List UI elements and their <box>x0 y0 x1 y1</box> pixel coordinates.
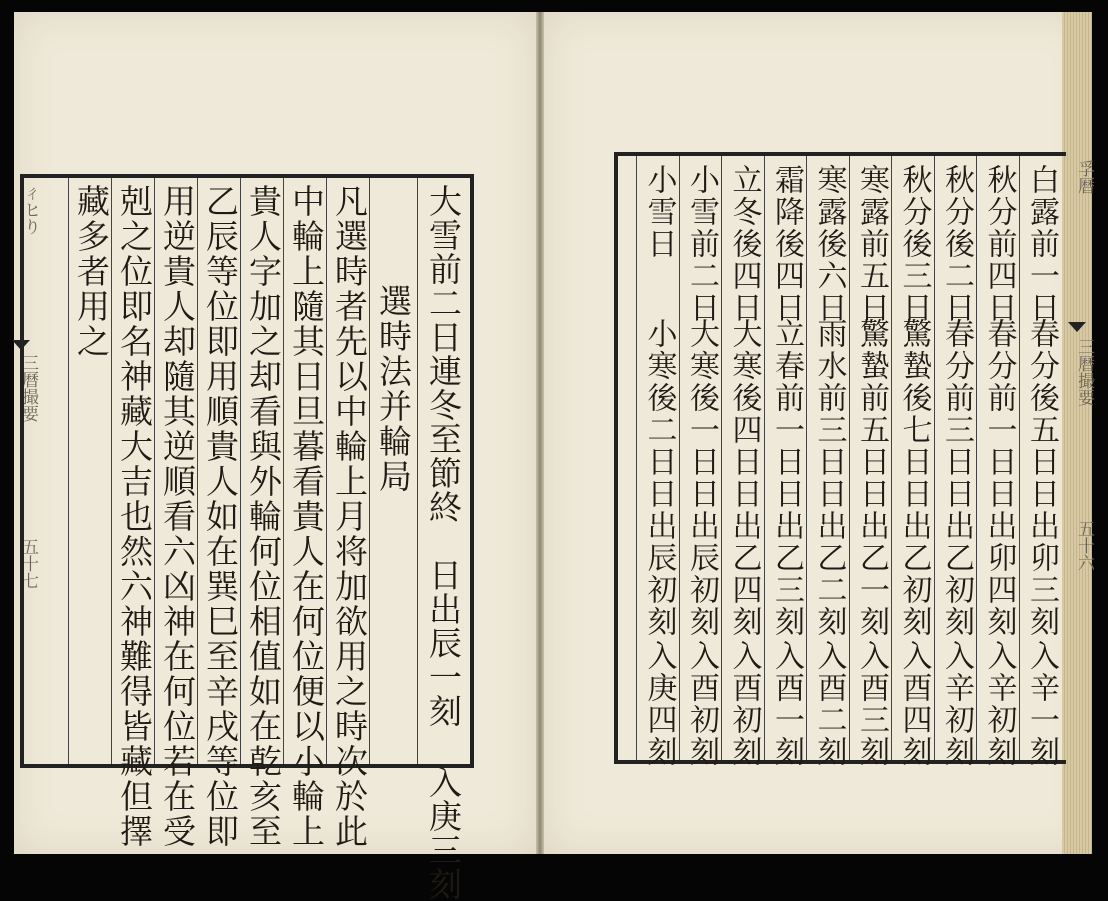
table-cell-pair: 春分前三日 <box>939 318 974 478</box>
table-cell-sunset: 入酉初刻 <box>726 640 762 768</box>
table-cell-pair: 立春前一日 <box>769 318 804 478</box>
body-line-2: 中輪上隨其日旦暮看貴人在何位便以小輪上 <box>287 184 326 849</box>
table-column <box>680 156 723 768</box>
table-cell-term: 白露前一日 <box>1024 164 1059 324</box>
heading-sunrise: 日出辰一刻 <box>424 557 463 728</box>
table-cell-sunrise: 日出乙四刻 <box>726 478 762 638</box>
book-gutter <box>536 12 544 854</box>
table-cell-sunset: 入辛一刻 <box>1024 640 1059 768</box>
table-cell-sunrise: 日出辰初刻 <box>684 478 719 638</box>
body-line-6: 剋之位即名神藏大吉也然六神難得皆藏但擇 <box>115 184 154 849</box>
table-cell-sunset: 入辛初刻 <box>981 640 1017 768</box>
table-cell-sunrise: 日出乙一刻 <box>854 478 889 638</box>
table-cell-sunrise: 日出乙初刻 <box>939 478 974 638</box>
table-cell-pair: 大寒後一日 <box>684 318 719 478</box>
table-column <box>765 156 808 768</box>
table-cell-sunset: 入酉初刻 <box>684 640 719 768</box>
table-column <box>1020 156 1063 768</box>
table-cell-pair: 驚蟄前五日 <box>854 318 889 478</box>
fishtail-mark-right <box>1068 322 1086 332</box>
table-column <box>977 156 1020 768</box>
column-rule <box>636 156 637 760</box>
table-cell-sunrise: 日出卯四刻 <box>981 478 1017 638</box>
table-column <box>935 156 978 768</box>
table-cell-term: 寒露前五日 <box>854 164 889 324</box>
table-cell-sunrise: 日出乙二刻 <box>811 478 847 638</box>
table-cell-sunset: 入酉二刻 <box>811 640 847 768</box>
table-cell-sunset: 入酉四刻 <box>896 640 932 768</box>
left-margin-book-title: 三曆撮要 <box>18 354 38 422</box>
table-cell-sunrise: 日出卯三刻 <box>1024 478 1059 638</box>
table-cell-sunrise: 日出辰初刻 <box>641 478 677 638</box>
table-cell-term: 小雪日 <box>641 164 677 260</box>
table-column <box>892 156 935 768</box>
table-cell-term: 秋分後三日 <box>896 164 932 324</box>
right-margin-page-number: 五十六 <box>1074 520 1094 571</box>
body-line-4: 乙辰等位即用順貴人如在巽巳至辛戌等位即 <box>201 184 240 849</box>
table-cell-pair: 雨水前三日 <box>811 318 847 478</box>
table-cell-term: 寒露後六日 <box>811 164 847 324</box>
body-line-1: 凡選時者先以中輪上月将加欲用之時次於此 <box>330 184 369 849</box>
table-cell-sunrise: 日出乙初刻 <box>896 478 932 638</box>
solar-term-table <box>614 152 1066 768</box>
table-cell-sunset: 入酉一刻 <box>769 640 804 768</box>
left-margin-top-mark: ㄔヒり <box>20 184 40 235</box>
table-cell-term: 霜降後四日 <box>769 164 804 324</box>
table-cell-pair: 小寒後二日 <box>641 318 677 478</box>
right-margin-book-title: 三曆撮要 <box>1074 338 1094 406</box>
table-column <box>637 156 680 768</box>
body-line-7: 藏多者用之 <box>72 184 111 359</box>
section-title: 選時法并輪局 <box>374 284 413 494</box>
table-cell-pair: 大寒後四日 <box>726 318 762 478</box>
table-cell-pair: 驚蟄後七日 <box>896 318 932 478</box>
table-column <box>807 156 850 768</box>
body-line-5: 用逆貴人却隨其逆順看六凶神在何位若在受 <box>158 184 197 849</box>
left-text-frame <box>20 174 474 901</box>
table-cell-sunset: 入辛初刻 <box>939 640 974 768</box>
table-cell-pair: 春分後五日 <box>1024 318 1059 478</box>
table-cell-term: 小雪前二日 <box>684 164 719 324</box>
table-column <box>850 156 893 768</box>
table-cell-term: 秋分前四日 <box>981 164 1017 324</box>
heading-column <box>424 178 463 901</box>
page-edge <box>1062 12 1092 854</box>
left-margin-page-number: 五十七 <box>18 538 38 589</box>
table-cell-term: 秋分後二日 <box>939 164 974 324</box>
table-cell-sunset: 入庚四刻 <box>641 640 677 768</box>
heading-sunset: 入庚三刻 <box>424 765 463 901</box>
table-cell-sunrise: 日出乙三刻 <box>769 478 804 638</box>
right-margin-top-mark: 孚曆 <box>1074 160 1094 194</box>
body-line-3: 貴人字加之却看與外輪何位相值如在乾亥至 <box>244 184 283 849</box>
heading-main: 大雪前二日連冬至節終 <box>424 184 463 524</box>
table-cell-term: 立冬後四日 <box>726 164 762 324</box>
table-column <box>722 156 765 768</box>
table-cell-pair: 春分前一日 <box>981 318 1017 478</box>
table-cell-sunset: 入酉三刻 <box>854 640 889 768</box>
